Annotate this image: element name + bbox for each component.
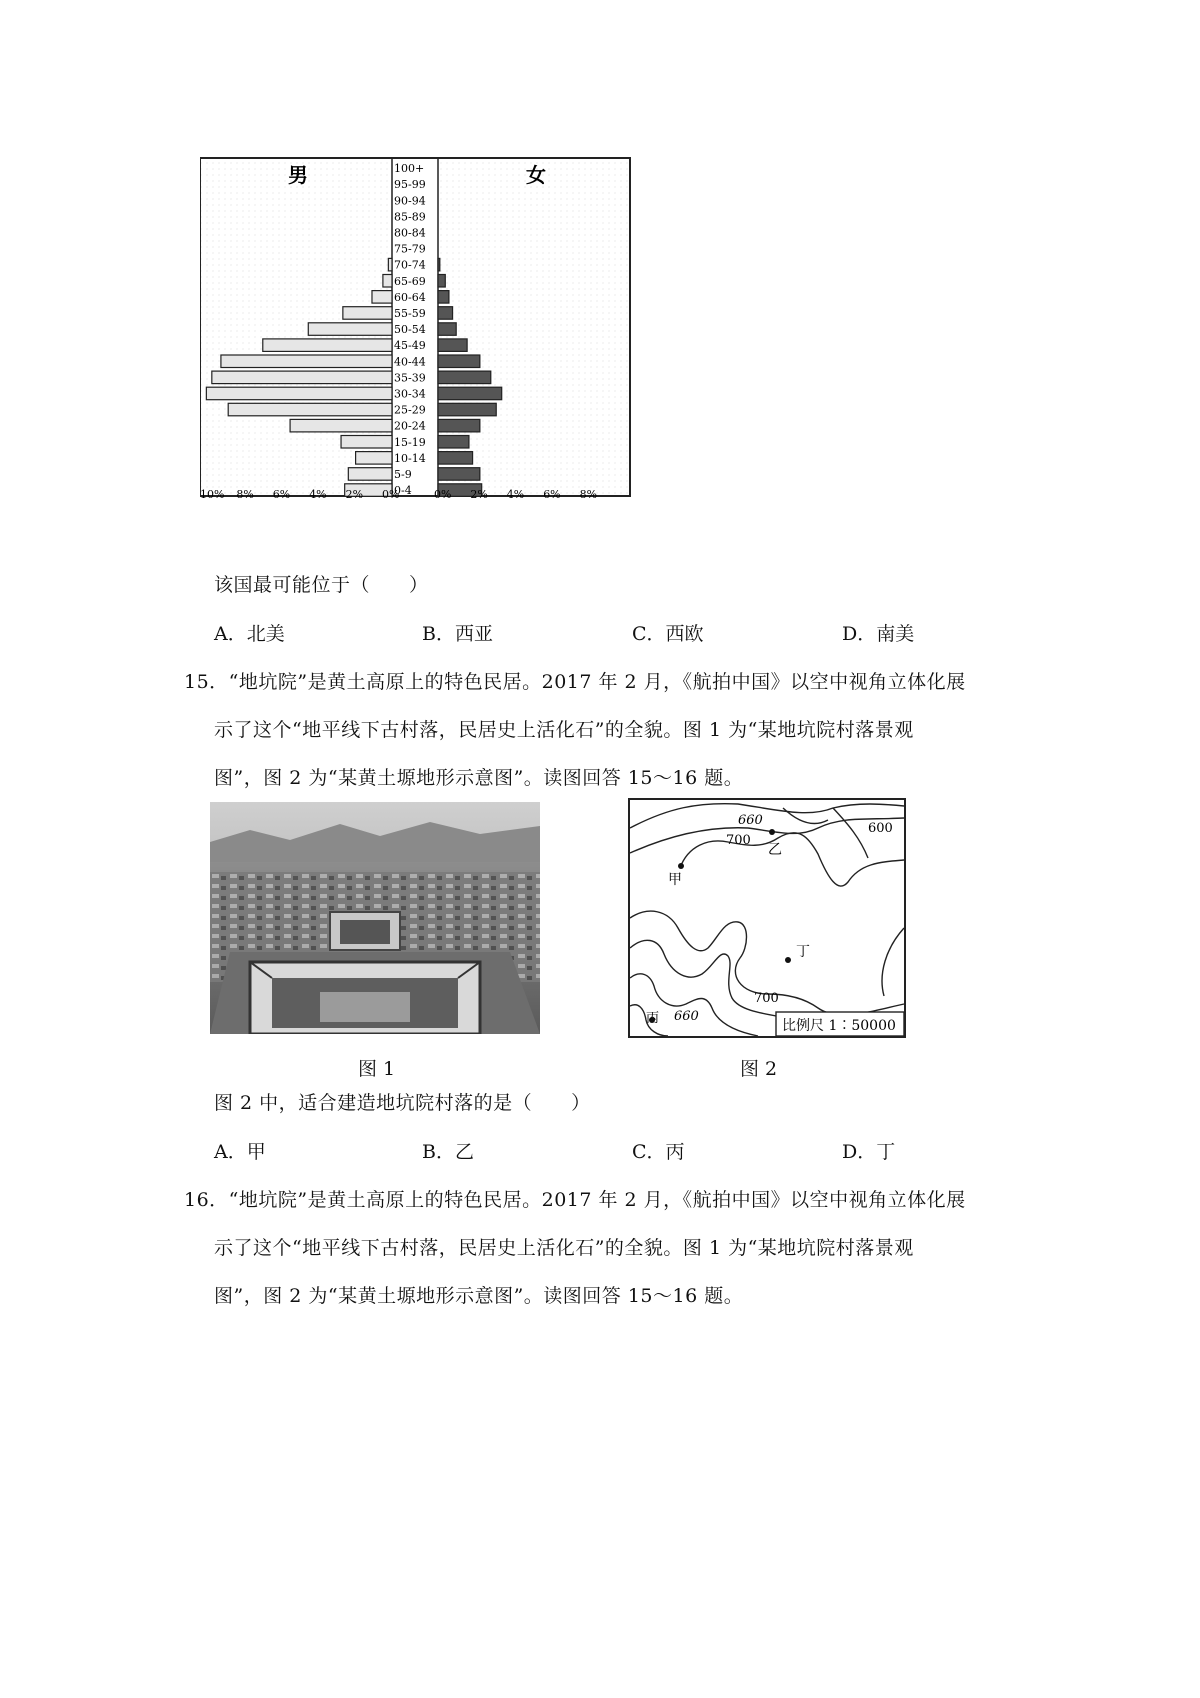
q15-line-2: 示了这个“地平线下古村落，民居史上活化石”的全貌。图 1 为“某地坑院村落景观 [214,719,914,741]
q15-option-a[interactable]: A．甲 [214,1141,266,1163]
age-group-label: 65-69 [394,274,426,288]
male-bar [388,258,392,271]
age-group-label: 5-9 [394,467,412,481]
q15-line-1: 15．“地坑院”是黄土高原上的特色民居。2017 年 2 月，《航拍中国》以空中视角立体化展 [184,671,966,693]
male-bar [308,323,392,336]
male-bar [343,307,392,320]
female-bar [438,291,449,304]
contour-700-top: 700 [726,833,751,848]
female-tick-label: 8% [579,488,598,501]
figure-1-caption: 图 1 [358,1058,396,1080]
age-group-label: 15-19 [394,435,426,449]
male-bar [348,468,392,481]
figure-1-photo [210,802,540,1034]
map-label-jia: 甲 [668,872,682,888]
q14-option-c[interactable]: C．西欧 [632,623,704,645]
female-bar [438,307,453,320]
female-tick-label: 0% [434,488,452,501]
q16-line-2: 示了这个“地平线下古村落，民居史上活化石”的全貌。图 1 为“某地坑院村落景观 [214,1237,914,1259]
age-group-label: 50-54 [394,323,426,337]
q15-option-d[interactable]: D．丁 [842,1141,896,1163]
age-group-label: 100+ [394,162,425,176]
female-bar [438,275,445,288]
q14-stem: 该国最可能位于（ ） [214,574,429,596]
q14-option-b[interactable]: B．西亚 [422,623,493,645]
contour-660-bottom: 660 [674,1009,699,1024]
age-group-label: 10-14 [394,451,426,465]
female-label: 女 [526,163,546,187]
male-tick-label: 8% [236,488,254,501]
q16-line-3: 图”，图 2 为“某黄土塬地形示意图”。读图回答 15～16 题。 [214,1285,744,1307]
male-bar [383,275,392,288]
female-bar [438,468,480,481]
female-bar [438,323,456,336]
population-pyramid [200,150,640,550]
age-group-label: 35-39 [394,371,426,385]
female-bar [438,452,473,465]
age-group-label: 30-34 [394,387,426,401]
female-bar [438,403,496,416]
contour-600: 600 [868,821,893,836]
male-label: 男 [288,163,308,187]
age-group-label: 25-29 [394,403,426,417]
q15-line-3: 图”，图 2 为“某黄土塬地形示意图”。读图回答 15～16 题。 [214,767,744,789]
contour-660-top: 660 [738,813,763,828]
female-tick-label: 4% [506,488,525,501]
female-bar [438,419,480,432]
male-bar [372,291,392,304]
male-bar [206,387,392,400]
q14-option-d[interactable]: D．南美 [842,623,915,645]
contour-700-bottom: 700 [754,991,779,1006]
female-tick-label: 2% [470,488,488,501]
female-bar [438,355,480,368]
age-group-label: 70-74 [394,258,426,272]
male-bar [356,452,392,465]
age-group-label: 85-89 [394,210,426,224]
age-group-label: 55-59 [394,306,426,320]
age-group-label: 75-79 [394,242,426,256]
female-bar [438,436,469,449]
male-tick-label: 10% [200,488,225,501]
map-scale: 比例尺 1∶50000 [782,1018,896,1034]
female-bar [438,387,502,400]
q15-stem: 图 2 中，适合建造地坑院村落的是（ ） [214,1092,591,1114]
female-bar [438,339,467,352]
male-tick-label: 0% [382,488,400,501]
male-tick-label: 6% [272,488,291,501]
male-bar [290,419,392,432]
map-label-yi: 乙 [768,842,782,858]
male-tick-label: 4% [309,488,327,501]
age-group-label: 95-99 [394,178,426,192]
map-label-ding: 丁 [796,944,810,960]
figure-2-map [628,798,906,1038]
male-tick-label: 2% [345,488,364,501]
male-bar [228,403,392,416]
male-bar [263,339,392,352]
male-bar [341,436,392,449]
q15-option-c[interactable]: C．丙 [632,1141,685,1163]
age-group-label: 0-4 [394,484,412,498]
female-bar [438,371,491,384]
q14-option-a[interactable]: A．北美 [214,623,285,645]
figure-2-caption: 图 2 [740,1058,778,1080]
male-bar [221,355,392,368]
q16-line-1: 16．“地坑院”是黄土高原上的特色民居。2017 年 2 月，《航拍中国》以空中视角立体化展 [184,1189,966,1211]
age-group-label: 20-24 [394,419,426,433]
female-tick-label: 6% [543,488,561,501]
age-group-label: 45-49 [394,339,426,353]
female-bar [438,258,440,271]
age-group-label: 60-64 [394,290,426,304]
age-group-label: 90-94 [394,194,426,208]
q15-option-b[interactable]: B．乙 [422,1141,474,1163]
age-group-label: 40-44 [394,355,426,369]
age-group-label: 80-84 [394,226,426,240]
male-bar [212,371,392,384]
map-label-bing: 丙 [646,1011,660,1026]
